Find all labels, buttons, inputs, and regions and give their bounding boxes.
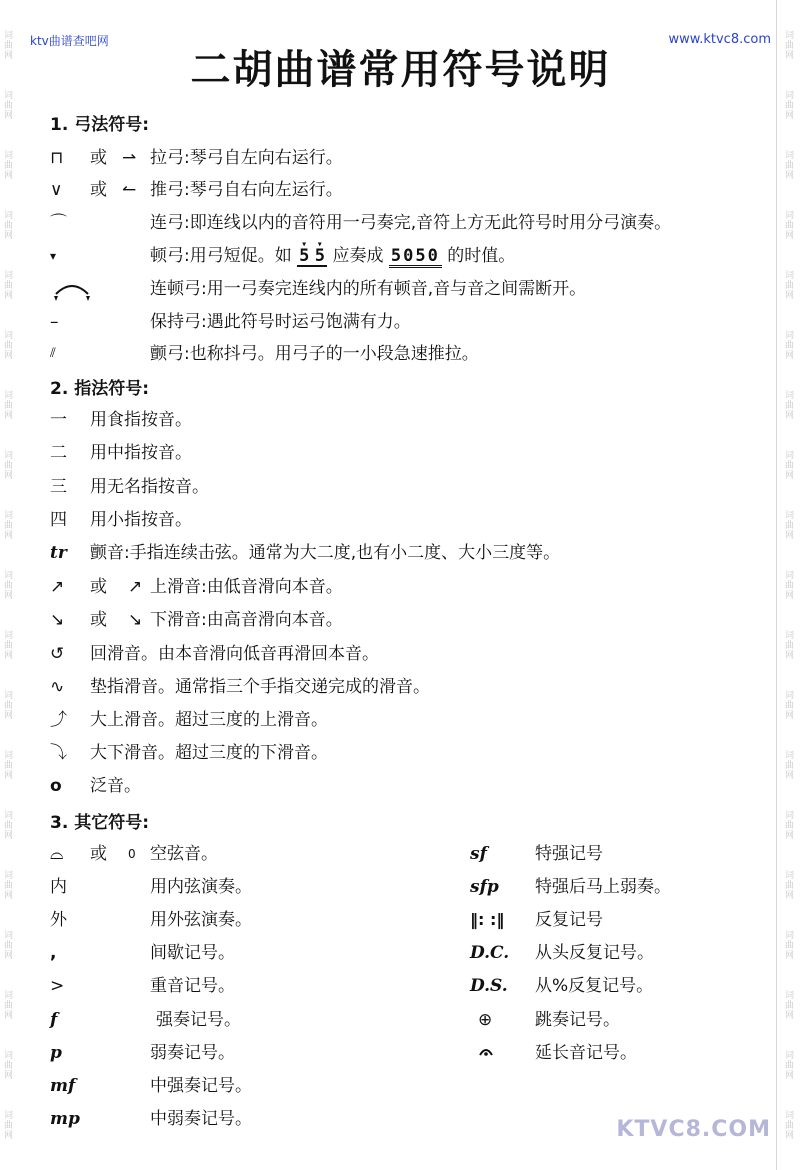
piano-icon: p — [50, 1043, 62, 1063]
list-item — [50, 1007, 450, 1033]
down-bow-icon: ⊓ — [50, 148, 64, 168]
item-description: 特强后马上弱奏。 — [535, 877, 671, 897]
item-description: 用食指按音。 — [90, 410, 192, 430]
site-url-right[interactable]: www.ktvc8.com — [668, 32, 771, 47]
or-label: 或 — [90, 180, 107, 200]
open-string-icon: ⌓ — [50, 844, 64, 864]
finger-one-icon: 一 — [50, 410, 67, 430]
list-item — [50, 440, 780, 466]
open-string-zero-icon: 0 — [128, 847, 136, 861]
watermark-text: 词曲网 — [2, 210, 12, 240]
item-description: 用无名指按音。 — [90, 477, 209, 497]
watermark-text: 词曲网 — [2, 1110, 12, 1140]
watermark-text: 词曲网 — [2, 630, 12, 660]
or-label: 或 — [90, 577, 107, 597]
item-description: 弱奏记号。 — [150, 1043, 235, 1063]
trill-icon: tr — [50, 543, 67, 563]
sforzando-icon: sf — [470, 844, 487, 864]
watermark-text: 词曲网 — [783, 810, 793, 840]
watermark-text: 词曲网 — [783, 750, 793, 780]
watermark-text: 词曲网 — [783, 390, 793, 420]
watermark-text: 词曲网 — [2, 30, 12, 60]
watermark-text: 词曲网 — [2, 510, 12, 540]
item-description: 从头反复记号。 — [535, 943, 654, 963]
item-description: 顿弓:用弓短促。如 ▾ 5 ▾ 5 应奏成 5050 的时值。 — [150, 243, 515, 269]
list-item — [50, 707, 780, 733]
item-description: 特强记号 — [535, 844, 603, 864]
watermark-text: 词曲网 — [783, 570, 793, 600]
watermark-text: 词曲网 — [2, 90, 12, 120]
finger-slide-icon: ∿ — [50, 677, 65, 697]
list-item — [50, 276, 780, 302]
item-description: 颤音:手指连续击弦。通常为大二度,也有小二度、大小三度等。 — [90, 543, 561, 563]
item-description: 用小指按音。 — [90, 510, 192, 530]
watermark-text: 词曲网 — [783, 210, 793, 240]
list-item — [50, 740, 780, 766]
watermark-text: 词曲网 — [2, 390, 12, 420]
finger-two-icon: 二 — [50, 443, 67, 463]
big-slide-down-icon: ⤵ — [50, 743, 67, 763]
tenuto-icon: – — [50, 312, 59, 332]
page-title: 二胡曲谱常用符号说明 — [190, 46, 611, 93]
item-description: 保持弓:遇此符号时运弓饱满有力。 — [150, 312, 411, 332]
watermark-text: 词曲网 — [783, 90, 793, 120]
slurred-staccato-icon — [50, 276, 94, 302]
item-description: 拉弓:琴弓自左向右运行。 — [150, 148, 343, 168]
or-label: 或 — [90, 844, 107, 864]
slide-down-alt-icon: ↘ — [128, 610, 143, 630]
watermark-text: 词曲网 — [783, 630, 793, 660]
repeat-sign-icon: ‖: :‖ — [470, 910, 505, 929]
staccato-wedge-icon: ▾ — [50, 249, 57, 263]
item-description: 空弦音。 — [150, 844, 218, 864]
mezzo-piano-icon: mp — [50, 1109, 80, 1129]
sforzando-piano-icon: sfp — [470, 877, 499, 897]
watermark-text: 词曲网 — [783, 870, 793, 900]
watermark-left — [2, 0, 16, 1170]
list-item — [50, 145, 780, 171]
item-description: 反复记号 — [535, 910, 603, 930]
footer-logo: KTVC8.COM — [616, 1117, 771, 1142]
mezzo-forte-icon: mf — [50, 1076, 76, 1096]
harmonic-icon: o — [50, 776, 62, 796]
watermark-text: 词曲网 — [2, 150, 12, 180]
dal-segno-icon: D.S. — [470, 976, 508, 996]
list-item — [50, 309, 780, 335]
watermark-text: 词曲网 — [2, 990, 12, 1020]
outer-string-icon: 外 — [50, 910, 67, 930]
watermark-text: 词曲网 — [2, 1050, 12, 1080]
watermark-text: 词曲网 — [783, 930, 793, 960]
slur-arc-icon: ⌒ — [50, 213, 67, 233]
list-item — [50, 973, 450, 999]
list-item — [50, 210, 780, 236]
item-description: 推弓:琴弓自右向左运行。 — [150, 180, 343, 200]
harpoon-left-icon: ↼ — [122, 180, 137, 200]
note-example: ▾ 5 ▾ 5 — [297, 247, 327, 267]
site-name-left[interactable]: ktv曲谱查吧网 — [30, 34, 109, 48]
big-slide-up-icon: ⤴ — [50, 710, 67, 730]
fermata-icon — [478, 1044, 494, 1058]
item-description: 中强奏记号。 — [150, 1076, 252, 1096]
item-description: 连弓:即连线以内的音符用一弓奏完,音符上方无此符号时用分弓演奏。 — [150, 213, 672, 233]
item-description: 回滑音。由本音滑向低音再滑回本音。 — [90, 644, 379, 664]
item-description: 泛音。 — [90, 776, 141, 796]
slide-up-alt-icon: ↗ — [128, 577, 143, 597]
watermark-text: 词曲网 — [2, 270, 12, 300]
list-item — [50, 1040, 450, 1066]
list-item — [50, 607, 780, 633]
item-description: 间歇记号。 — [150, 943, 235, 963]
coda-icon: ⊕ — [478, 1010, 493, 1030]
up-bow-icon: ∨ — [50, 180, 63, 200]
list-item — [50, 773, 780, 799]
list-item — [50, 341, 780, 367]
item-description: 上滑音:由低音滑向本音。 — [150, 577, 343, 597]
watermark-text: 词曲网 — [2, 810, 12, 840]
item-description: 用内弦演奏。 — [150, 877, 252, 897]
item-description: 垫指滑音。通常指三个手指交递完成的滑音。 — [90, 677, 430, 697]
item-description: 重音记号。 — [150, 976, 235, 996]
slide-up-icon: ↗ — [50, 577, 65, 597]
slurred-staccato-icon — [50, 276, 88, 310]
item-description: 大下滑音。超过三度的下滑音。 — [90, 743, 328, 763]
item-description: 用外弦演奏。 — [150, 910, 252, 930]
list-item — [50, 674, 780, 700]
fermata-icon — [478, 1040, 494, 1066]
watermark-text: 词曲网 — [2, 870, 12, 900]
list-item — [50, 507, 780, 533]
list-item — [50, 474, 780, 500]
return-slide-icon: ↺ — [50, 644, 65, 664]
item-description: 延长音记号。 — [535, 1043, 637, 1063]
list-item — [50, 540, 780, 566]
watermark-text: 词曲网 — [2, 750, 12, 780]
item-description: 跳奏记号。 — [535, 1010, 620, 1030]
item-description: 中弱奏记号。 — [150, 1109, 252, 1129]
list-item — [50, 641, 780, 667]
watermark-text: 词曲网 — [783, 330, 793, 360]
watermark-text: 词曲网 — [2, 930, 12, 960]
section-heading-bowing: 1. 弓法符号: — [50, 115, 150, 135]
accent-icon: > — [50, 976, 65, 996]
list-item — [50, 940, 450, 966]
watermark-text: 词曲网 — [783, 30, 793, 60]
da-capo-icon: D.C. — [470, 943, 510, 963]
item-description: 颤弓:也称抖弓。用弓子的一小段急速推拉。 — [150, 344, 479, 364]
watermark-text: 词曲网 — [783, 510, 793, 540]
forte-icon: f — [50, 1010, 58, 1030]
item-description: 强奏记号。 — [156, 1010, 241, 1030]
inner-string-icon: 内 — [50, 877, 67, 897]
section-heading-other: 3. 其它符号: — [50, 813, 150, 833]
or-label: 或 — [90, 148, 107, 168]
item-description: 大上滑音。超过三度的上滑音。 — [90, 710, 328, 730]
watermark-text: 词曲网 — [2, 450, 12, 480]
list-item — [50, 1106, 450, 1132]
or-label: 或 — [90, 610, 107, 630]
watermark-text: 词曲网 — [2, 690, 12, 720]
item-description: 从%反复记号。 — [535, 976, 654, 996]
finger-three-icon: 三 — [50, 477, 67, 497]
list-item — [50, 243, 780, 269]
tremolo-icon: ⫽ — [50, 346, 56, 361]
watermark-text: 词曲网 — [2, 570, 12, 600]
item-description: 连顿弓:用一弓奏完连线内的所有顿音,音与音之间需断开。 — [150, 279, 587, 299]
watermark-text: 词曲网 — [783, 990, 793, 1020]
list-item — [50, 1073, 450, 1099]
watermark-text: 词曲网 — [783, 1050, 793, 1080]
watermark-right — [783, 0, 797, 1170]
watermark-text: 词曲网 — [2, 330, 12, 360]
watermark-text: 词曲网 — [783, 450, 793, 480]
item-description: 下滑音:由高音滑向本音。 — [150, 610, 343, 630]
list-item — [50, 874, 450, 900]
list-item — [50, 841, 450, 867]
list-item — [50, 177, 780, 203]
finger-four-icon: 四 — [50, 510, 67, 530]
watermark-text: 词曲网 — [783, 150, 793, 180]
slide-down-icon: ↘ — [50, 610, 65, 630]
item-description: 用中指按音。 — [90, 443, 192, 463]
note-result: 5050 — [390, 246, 440, 266]
harpoon-right-icon: ⇀ — [122, 148, 137, 168]
list-item — [50, 407, 780, 433]
section-heading-fingering: 2. 指法符号: — [50, 379, 150, 399]
list-item — [50, 574, 780, 600]
watermark-text: 词曲网 — [783, 690, 793, 720]
watermark-text: 词曲网 — [783, 1110, 793, 1140]
list-item — [50, 907, 450, 933]
watermark-text: 词曲网 — [783, 270, 793, 300]
breath-mark-icon: , — [50, 943, 57, 963]
